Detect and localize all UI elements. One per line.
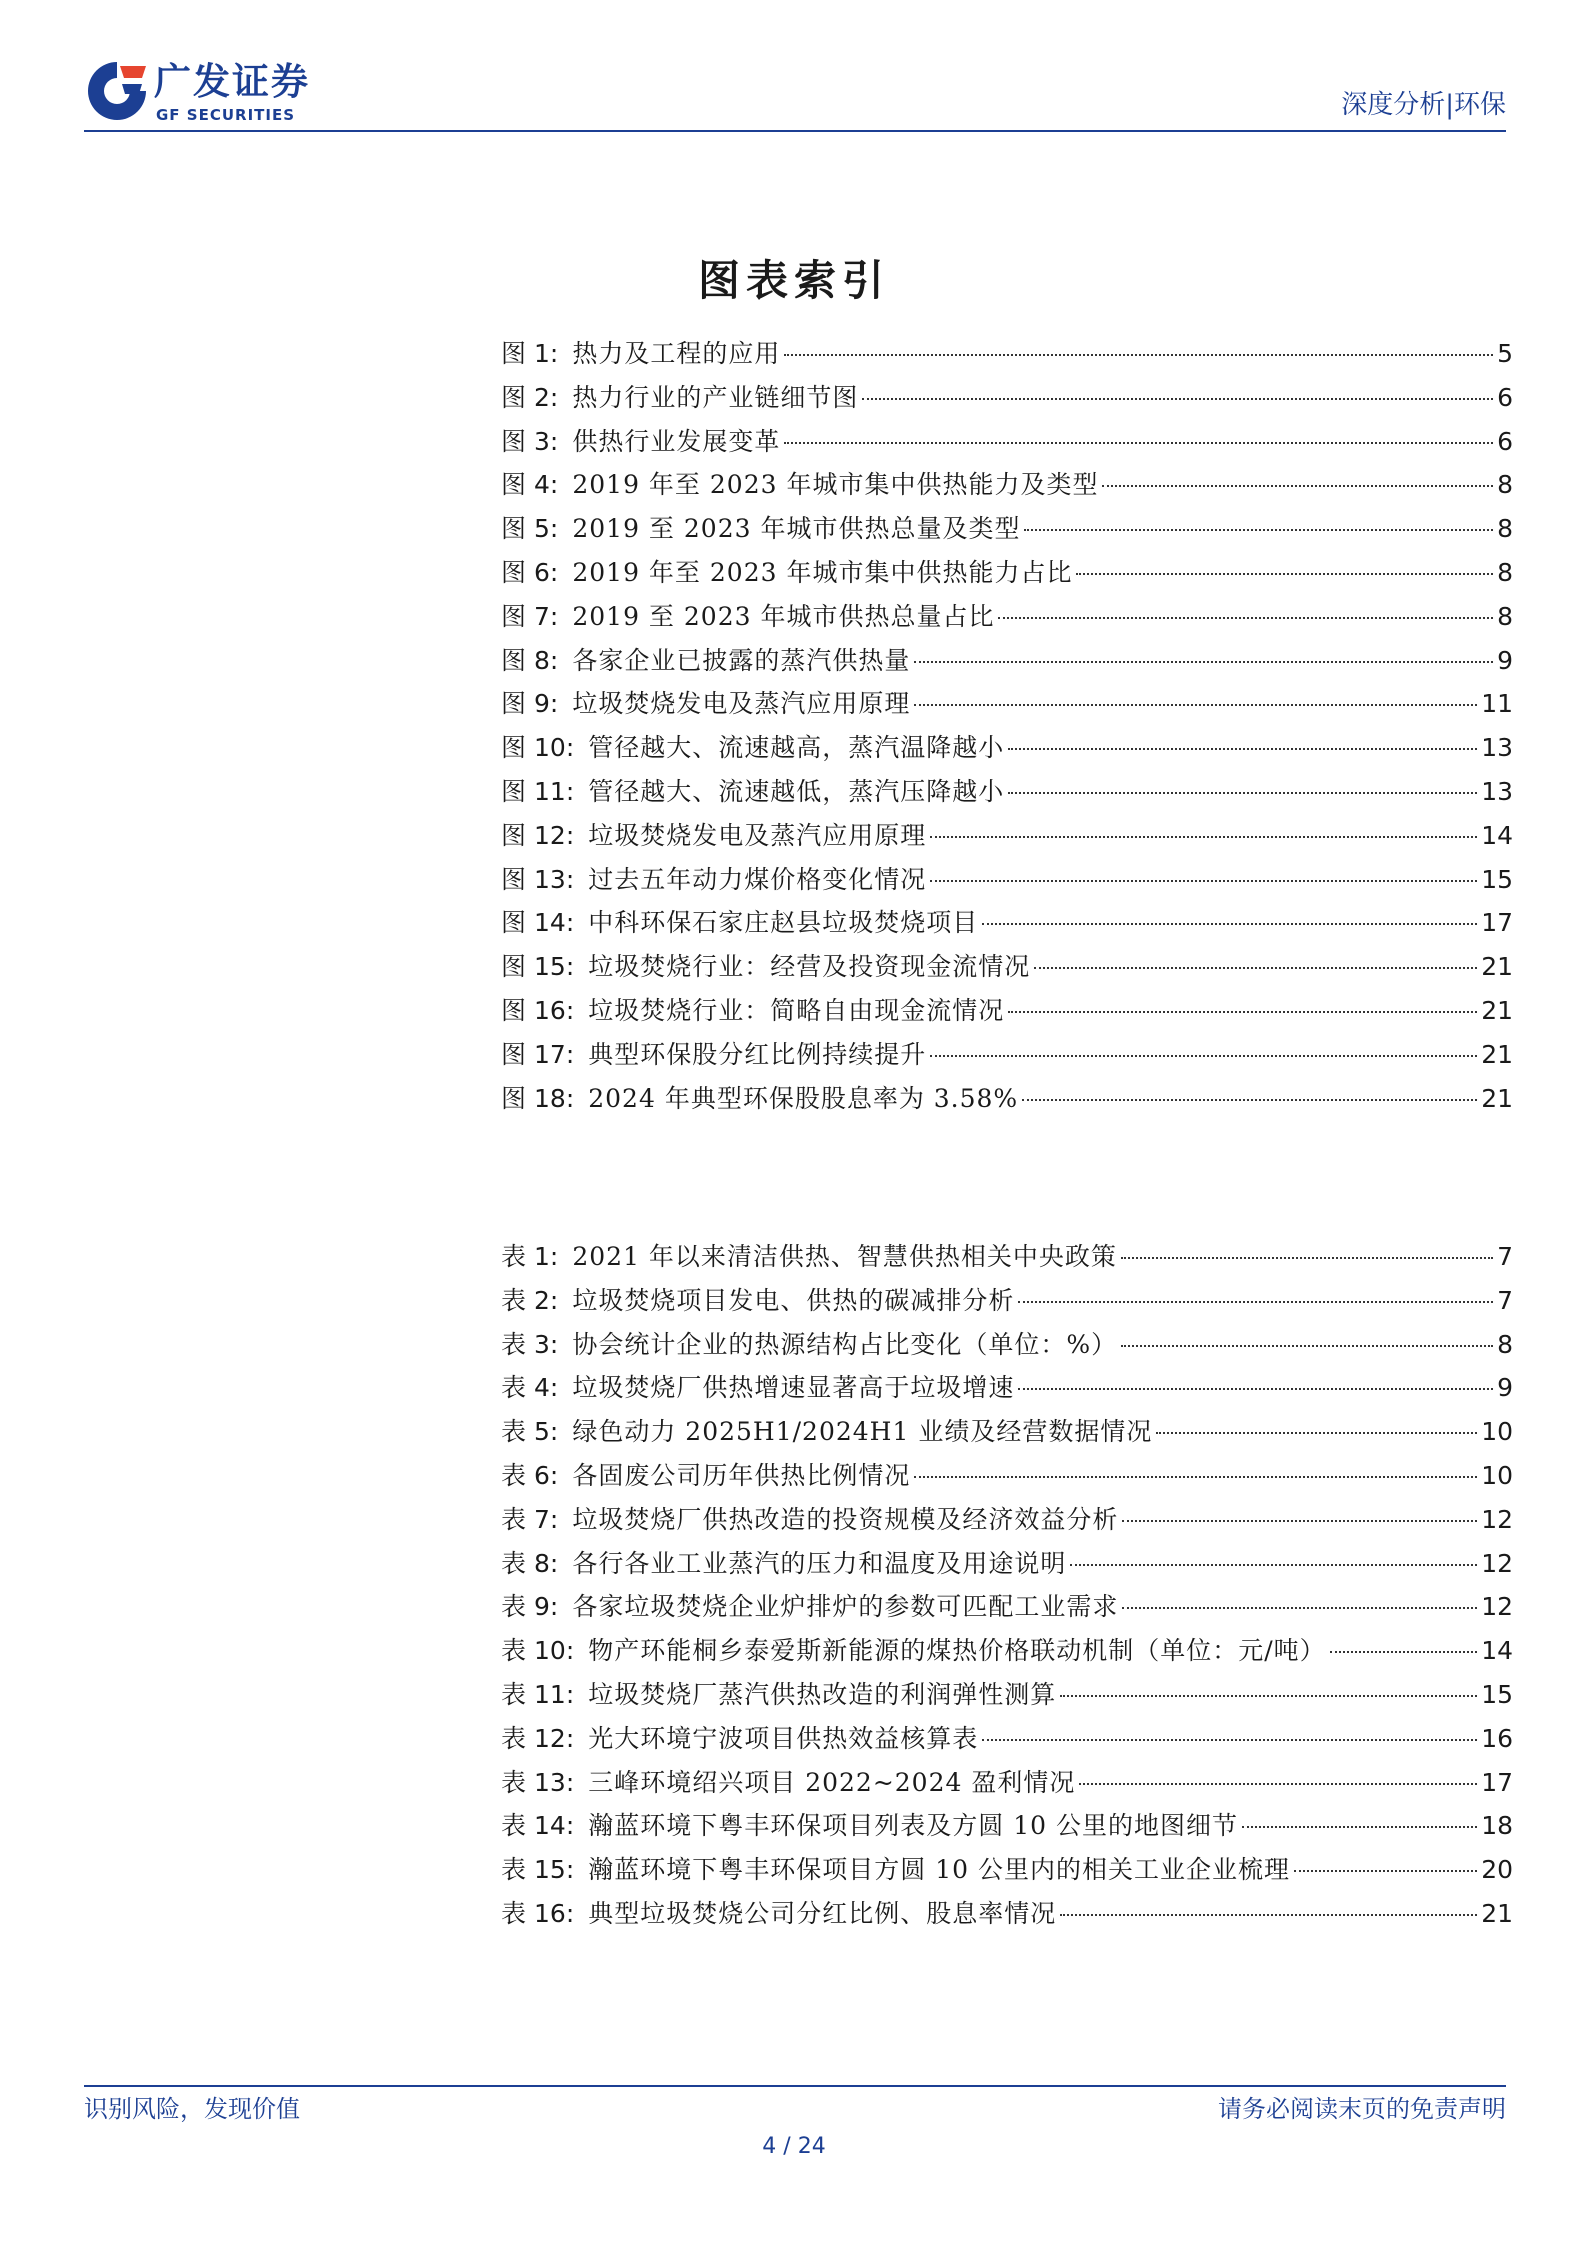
table-entry-number: 4: [534,1373,559,1403]
figure-entry-page: 15 [1481,864,1513,894]
figure-entry-number: 6: [534,557,559,587]
table-entry-number: 12: [534,1723,575,1753]
table-entry-prefix: 表 [501,1417,527,1447]
figure-entry-prefix: 图 [501,339,527,368]
figure-entry[interactable] [501,507,1513,551]
figure-entry-page: 21 [1481,995,1513,1025]
table-entry-title: 各固废公司历年供热比例情况 [572,1460,911,1490]
figure-entry-page: 14 [1481,820,1513,850]
table-entry-prefix: 表 [501,1636,527,1666]
figure-entry-title: 垃圾焚烧发电及蒸汽应用原理 [572,689,911,719]
table-entry[interactable] [501,1410,1513,1454]
figure-entry[interactable] [501,901,1513,945]
table-entry[interactable] [501,1629,1513,1673]
figure-entry-number: 7: [534,601,559,631]
table-entry-title: 2021 年以来清洁供热、智慧供热相关中央政策 [572,1242,1117,1271]
figure-entry-prefix: 图 [501,908,527,938]
figure-entry-title: 2019 年至 2023 年城市集中供热能力占比 [572,557,1073,587]
figure-entry-page: 13 [1481,733,1513,763]
figure-entry-number: 4: [534,470,559,500]
table-entry-number: 14: [534,1811,575,1841]
figure-entry[interactable] [501,376,1513,420]
dot-leader [1018,1301,1493,1303]
table-entry-prefix: 表 [501,1548,527,1578]
figure-entry-prefix: 图 [501,820,527,850]
table-entry-title: 瀚蓝环境下粤丰环保项目列表及方圆 10 公里的地图细节 [588,1811,1238,1841]
dot-leader [1060,1914,1477,1916]
figure-entry[interactable] [501,814,1513,858]
table-entry[interactable] [501,1717,1513,1761]
figure-entry-page: 13 [1481,776,1513,806]
figure-entry[interactable] [501,858,1513,902]
figure-entry-title: 管径越大、流速越低，蒸汽压降越小 [588,776,1005,806]
table-entry-prefix: 表 [501,1723,527,1753]
page-indicator: 4 / 24 [762,2134,826,2159]
table-entry-page: 15 [1481,1679,1513,1709]
figure-entry[interactable] [501,770,1513,814]
figure-entry-number: 15: [534,952,575,982]
table-entry-page: 12 [1481,1592,1513,1622]
figure-entry-prefix: 图 [501,514,527,544]
figure-entry-title: 2019 至 2023 年城市供热总量及类型 [572,514,1021,544]
figure-entry[interactable] [501,551,1513,595]
table-entry-page: 10 [1481,1460,1513,1490]
dot-leader [1242,1826,1477,1828]
table-entry-number: 6: [534,1460,559,1490]
table-entry-title: 垃圾焚烧项目发电、供热的碳减排分析 [572,1285,1015,1315]
table-entry-number: 15: [534,1855,575,1885]
figure-entry-page: 21 [1481,1039,1513,1069]
figure-entry-prefix: 图 [501,601,527,631]
table-entry-title: 垃圾焚烧厂供热改造的投资规模及经济效益分析 [572,1504,1119,1534]
figure-entry-number: 2: [534,382,559,412]
table-entry-page: 17 [1481,1767,1513,1797]
figure-entry-number: 10: [534,733,575,763]
dot-leader [1034,967,1477,969]
table-entry-prefix: 表 [501,1898,527,1928]
table-entry-title: 垃圾焚烧厂蒸汽供热改造的利润弹性测算 [588,1679,1057,1709]
table-entry-prefix: 表 [501,1811,527,1841]
dot-leader [1121,1345,1493,1347]
dot-leader [1122,1520,1477,1522]
table-entry-title: 瀚蓝环境下粤丰环保项目方圆 10 公里内的相关工业企业梳理 [588,1855,1290,1885]
figure-entry-prefix: 图 [501,952,527,982]
table-entry[interactable] [501,1542,1513,1586]
table-entry-prefix: 表 [501,1285,527,1315]
figure-entry[interactable] [501,595,1513,639]
table-entry-prefix: 表 [501,1242,527,1271]
figure-entry-title: 2019 年至 2023 年城市集中供热能力及类型 [572,470,1099,500]
table-entry-title: 典型垃圾焚烧公司分红比例、股息率情况 [588,1898,1057,1928]
figure-entry-prefix: 图 [501,776,527,806]
table-entry-title: 三峰环境绍兴项目 2022~2024 盈利情况 [588,1767,1076,1797]
table-entry-number: 11: [534,1679,575,1709]
dot-leader [1102,485,1493,487]
table-entry-page: 20 [1481,1855,1513,1885]
table-entry-number: 3: [534,1329,559,1359]
page-title: 图表索引 [697,256,890,305]
table-entry[interactable] [501,1892,1513,1936]
figure-entry[interactable] [501,726,1513,770]
dot-leader [862,398,1493,400]
table-entry-prefix: 表 [501,1592,527,1622]
figure-entry-number: 1: [534,339,559,368]
table-entry-number: 2: [534,1285,559,1315]
dot-leader [1330,1651,1478,1653]
table-entry-number: 16: [534,1898,575,1928]
table-entry-page: 8 [1497,1329,1513,1359]
figure-entry-prefix: 图 [501,1083,527,1113]
table-entry-page: 21 [1481,1898,1513,1928]
table-entry-page: 7 [1497,1242,1513,1271]
company-logo [84,58,344,124]
table-entry-page: 10 [1481,1417,1513,1447]
header-divider [84,130,1506,132]
figure-entry-number: 8: [534,645,559,675]
figure-entry-prefix: 图 [501,645,527,675]
table-entry-prefix: 表 [501,1855,527,1885]
table-entry-prefix: 表 [501,1504,527,1534]
dot-leader [1122,1607,1477,1609]
section-tag: 深度分析|环保 [1341,90,1506,120]
figure-entry[interactable] [501,989,1513,1033]
dot-leader [1018,1388,1493,1390]
figure-entry-title: 管径越大、流速越高，蒸汽温降越小 [588,733,1005,763]
figure-entry-page: 8 [1497,557,1513,587]
table-entry-number: 1: [534,1242,559,1271]
figure-entry-page: 8 [1497,601,1513,631]
figure-entry-number: 18: [534,1083,575,1113]
table-entry-title: 各家垃圾焚烧企业炉排炉的参数可匹配工业需求 [572,1592,1119,1622]
table-entry[interactable] [501,1498,1513,1542]
figure-entry[interactable] [501,1033,1513,1077]
figure-entry-title: 2019 至 2023 年城市供热总量占比 [572,601,995,631]
figure-entry-number: 17: [534,1039,575,1069]
dot-leader [1156,1432,1477,1434]
figure-entry-page: 6 [1497,382,1513,412]
figure-entry-prefix: 图 [501,382,527,412]
figure-entry-page: 11 [1481,689,1513,719]
figure-entry-number: 16: [534,995,575,1025]
footer-slogan: 识别风险，发现价值 [84,2095,300,2123]
figure-entry-title: 供热行业发展变革 [572,426,781,456]
figure-entry-title: 垃圾焚烧行业：简略自由现金流情况 [588,995,1005,1025]
footer-disclaimer: 请务必阅读末页的免责声明 [1218,2095,1506,2123]
gf-logo-icon [84,58,150,124]
figure-entry-page: 21 [1481,1083,1513,1113]
dot-leader [1008,748,1477,750]
figure-entry-number: 14: [534,908,575,938]
table-entry[interactable] [501,1848,1513,1892]
dot-leader [1022,1099,1477,1101]
logo-cn: 广发证券 [154,60,310,103]
figure-index-list [501,332,1513,1120]
dot-leader [930,1055,1477,1057]
dot-leader [1079,1783,1477,1785]
dot-leader [1076,573,1493,575]
dot-leader [1024,529,1493,531]
table-entry-page: 7 [1497,1285,1513,1315]
dot-leader [1008,1011,1477,1013]
figure-entry-number: 12: [534,820,575,850]
dot-leader [1008,792,1477,794]
table-entry[interactable] [501,1804,1513,1848]
dot-leader [930,880,1477,882]
dot-leader [1060,1695,1477,1697]
figure-entry-prefix: 图 [501,864,527,894]
table-entry-number: 9: [534,1592,559,1622]
table-entry-number: 7: [534,1504,559,1534]
dot-leader [914,704,1477,706]
figure-entry[interactable] [501,682,1513,726]
dot-leader [1070,1564,1477,1566]
figure-entry-title: 垃圾焚烧行业：经营及投资现金流情况 [588,952,1031,982]
table-entry-title: 垃圾焚烧厂供热增速显著高于垃圾增速 [572,1373,1015,1403]
table-entry[interactable] [501,1279,1513,1323]
figure-entry-title: 垃圾焚烧发电及蒸汽应用原理 [588,820,927,850]
figure-entry-title: 中科环保石家庄赵县垃圾焚烧项目 [588,908,979,938]
table-entry-title: 物产环能桐乡泰爱斯新能源的煤热价格联动机制（单位：元/吨） [588,1636,1326,1666]
table-entry-page: 9 [1497,1373,1513,1403]
table-entry-prefix: 表 [501,1679,527,1709]
table-entry-page: 12 [1481,1504,1513,1534]
footer-divider [84,2085,1506,2087]
figure-entry-prefix: 图 [501,733,527,763]
figure-entry-number: 5: [534,514,559,544]
table-index-list [501,1235,1513,1936]
table-entry-title: 绿色动力 2025H1/2024H1 业绩及经营数据情况 [572,1417,1153,1447]
figure-entry[interactable] [501,639,1513,683]
figure-entry-title: 典型环保股分红比例持续提升 [588,1039,927,1069]
figure-entry-number: 9: [534,689,559,719]
table-entry-title: 光大环境宁波项目供热效益核算表 [588,1723,979,1753]
dot-leader [982,923,1477,925]
figure-entry-page: 9 [1497,645,1513,675]
dot-leader [784,442,1493,444]
figure-entry-page: 8 [1497,470,1513,500]
table-entry-prefix: 表 [501,1329,527,1359]
table-entry[interactable] [501,1366,1513,1410]
table-entry-number: 13: [534,1767,575,1797]
figure-entry-number: 11: [534,776,575,806]
table-entry[interactable] [501,1585,1513,1629]
figure-entry-prefix: 图 [501,426,527,456]
figure-entry[interactable] [501,420,1513,464]
table-entry[interactable] [501,1323,1513,1367]
figure-entry[interactable] [501,945,1513,989]
dot-leader [784,354,1493,356]
figure-entry-title: 各家企业已披露的蒸汽供热量 [572,645,911,675]
dot-leader [914,661,1493,663]
table-entry[interactable] [501,1454,1513,1498]
table-entry[interactable] [501,1673,1513,1717]
dot-leader [1294,1870,1477,1872]
dot-leader [1121,1257,1493,1259]
figure-entry-title: 热力行业的产业链细节图 [572,382,859,412]
figure-entry-page: 5 [1497,339,1513,368]
figure-entry[interactable] [501,1077,1513,1121]
table-entry-number: 8: [534,1548,559,1578]
figure-entry[interactable] [501,463,1513,507]
figure-entry-prefix: 图 [501,470,527,500]
table-entry-title: 各行各业工业蒸汽的压力和温度及用途说明 [572,1548,1067,1578]
logo-en: GF SECURITIES [156,106,296,124]
figure-entry-prefix: 图 [501,557,527,587]
dot-leader [998,617,1493,619]
figure-entry-prefix: 图 [501,689,527,719]
figure-entry-title: 热力及工程的应用 [572,339,781,368]
page-header [84,52,1506,132]
table-entry-page: 18 [1481,1811,1513,1841]
figure-entry-page: 6 [1497,426,1513,456]
figure-entry-number: 13: [534,864,575,894]
figure-entry-title: 过去五年动力煤价格变化情况 [588,864,927,894]
figure-entry-prefix: 图 [501,995,527,1025]
figure-entry-number: 3: [534,426,559,456]
figure-entry-page: 21 [1481,952,1513,982]
table-entry-page: 16 [1481,1723,1513,1753]
table-entry-prefix: 表 [501,1460,527,1490]
figure-entry-page: 17 [1481,908,1513,938]
dot-leader [982,1739,1477,1741]
figure-entry-prefix: 图 [501,1039,527,1069]
dot-leader [914,1476,1477,1478]
table-entry[interactable] [501,1761,1513,1805]
table-entry-prefix: 表 [501,1767,527,1797]
table-entry-page: 12 [1481,1548,1513,1578]
figure-entry[interactable] [501,332,1513,376]
dot-leader [930,836,1477,838]
table-entry-prefix: 表 [501,1373,527,1403]
table-entry-title: 协会统计企业的热源结构占比变化（单位：%） [572,1329,1118,1359]
table-entry-page: 14 [1481,1636,1513,1666]
table-entry-number: 10: [534,1636,575,1666]
table-entry-number: 5: [534,1417,559,1447]
table-entry[interactable] [501,1235,1513,1279]
figure-entry-page: 8 [1497,514,1513,544]
figure-entry-title: 2024 年典型环保股股息率为 3.58% [588,1083,1019,1113]
